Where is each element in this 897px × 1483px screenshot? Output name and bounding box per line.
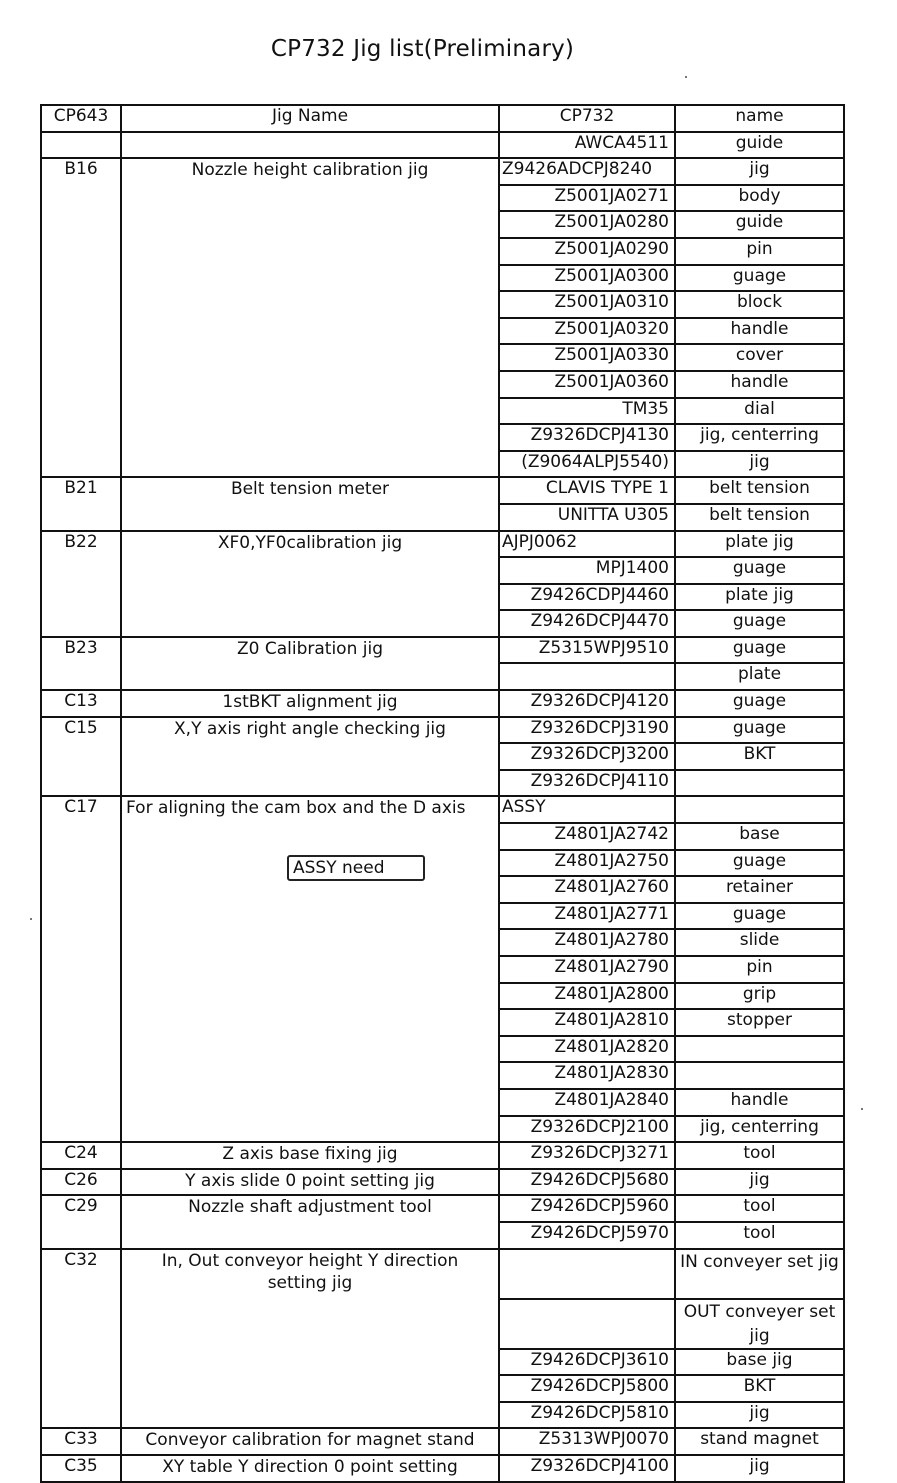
table-row [41,1195,844,1222]
cp732-code-cell: Z9326DCPJ3190 [499,717,675,744]
table-row [41,796,844,823]
part-name-cell: jig, centerring [675,424,844,451]
cp732-code-cell: Z4801JA2780 [499,929,675,956]
cp732-code-cell: Z5001JA0330 [499,344,675,371]
part-name-cell: OUT conveyer set jig [675,1299,844,1349]
cp643-cell: B16 [41,158,121,477]
part-name-cell: body [675,185,844,212]
jig-list-table [40,104,845,1483]
part-name-cell: jig [675,451,844,478]
part-name-cell: stopper [675,1009,844,1036]
cp643-cell [41,132,121,159]
part-name-cell: guage [675,610,844,637]
table-row [41,690,844,717]
cp732-code-cell: AJPJ0062 [499,531,675,558]
column-header-jig-name: Jig Name [121,105,499,132]
part-name-cell: guage [675,717,844,744]
jig-name-group-cell [121,1428,499,1455]
part-name-cell: belt tension [675,477,844,504]
jig-name-group-cell [121,158,499,477]
part-name-cell: grip [675,983,844,1010]
cp643-cell: B21 [41,477,121,530]
part-name-cell: guide [675,132,844,159]
jig-name-group-cell [121,1249,499,1429]
part-name-cell: BKT [675,1375,844,1402]
jig-name-cell: XY table Y direction 0 point setting [162,1456,458,1477]
cp732-code-cell: Z9426ADCPJ8240 [499,158,675,185]
part-name-cell: pin [675,238,844,265]
part-name-cell: jig [675,158,844,185]
part-name-cell: IN conveyer set jig [675,1249,844,1299]
scan-speck [861,1108,863,1110]
cp643-cell: C29 [41,1195,121,1248]
cp732-code-cell: Z9426DCPJ5810 [499,1402,675,1429]
table-row [41,158,844,185]
cp643-cell: B22 [41,531,121,637]
cp732-code-cell: Z9426DCPJ5960 [499,1195,675,1222]
jig-name-group-cell [121,531,499,637]
cp732-code-cell: Z5001JA0280 [499,211,675,238]
part-name-cell: base jig [675,1349,844,1376]
part-name-cell: retainer [675,876,844,903]
cp643-cell: C33 [41,1428,121,1455]
cp732-code-cell [499,1249,675,1299]
part-name-cell: jig, centerring [675,1116,844,1143]
cp732-code-cell: Z5315WPJ9510 [499,637,675,664]
jig-name-cell: 1stBKT alignment jig [222,692,398,713]
part-name-cell: BKT [675,743,844,770]
jig-name-cell: Y axis slide 0 point setting jig [185,1170,435,1191]
cp732-code-cell [499,1299,675,1349]
cp732-code-cell: Z9326DCPJ3200 [499,743,675,770]
cp643-cell: C35 [41,1455,121,1482]
part-name-cell: dial [675,398,844,425]
part-name-cell: plate jig [675,531,844,558]
jig-name-group-cell [121,132,499,159]
cp732-code-cell: Z5313WPJ0070 [499,1428,675,1455]
part-name-cell: plate jig [675,584,844,611]
cp732-code-cell: Z9326DCPJ4100 [499,1455,675,1482]
cp732-code-cell: Z4801JA2750 [499,850,675,877]
jig-name-cell: X,Y axis right angle checking jig [174,718,446,739]
part-name-cell: guage [675,690,844,717]
cp732-code-cell: AWCA4511 [499,132,675,159]
cp732-code-cell: Z9426DCPJ3610 [499,1349,675,1376]
part-name-cell: jig [675,1169,844,1196]
cp732-code-cell: Z4801JA2742 [499,823,675,850]
table-header-row [41,105,844,132]
column-header-cp643: CP643 [41,105,121,132]
jig-name-group-cell [121,717,499,797]
table-row [41,531,844,558]
cp732-code-cell: UNITTA U305 [499,504,675,531]
column-header-name: name [675,105,844,132]
jig-list-table-container [40,104,843,1483]
part-name-cell: jig [675,1402,844,1429]
column-header-cp732: CP732 [499,105,675,132]
cp732-code-cell: Z4801JA2771 [499,903,675,930]
part-name-cell: slide [675,929,844,956]
assy-need-note: ASSY need [287,855,425,881]
table-row [41,637,844,664]
jig-name-group-cell [121,796,499,1142]
part-name-cell: guide [675,211,844,238]
cp643-cell: C32 [41,1249,121,1429]
jig-name-group-cell [121,1142,499,1169]
table-row [41,1428,844,1455]
cp732-code-cell: Z5001JA0320 [499,318,675,345]
cp732-code-cell: Z5001JA0360 [499,371,675,398]
part-name-cell: tool [675,1142,844,1169]
part-name-cell: block [675,291,844,318]
part-name-cell: pin [675,956,844,983]
cp732-code-cell [499,663,675,690]
part-name-cell: stand magnet [675,1428,844,1455]
scan-speck [30,918,32,920]
cp732-code-cell: Z9326DCPJ4120 [499,690,675,717]
cp732-code-cell: Z9326DCPJ4110 [499,770,675,797]
cp732-code-cell: Z4801JA2840 [499,1089,675,1116]
cp732-code-cell: TM35 [499,398,675,425]
cp643-cell: C26 [41,1169,121,1196]
jig-name-cell: Z axis base fixing jig [222,1144,398,1165]
part-name-cell: handle [675,318,844,345]
cp732-code-cell: MPJ1400 [499,557,675,584]
jig-name-cell: For aligning the cam box and the D axis [126,798,466,819]
table-row [41,717,844,744]
cp643-cell: B23 [41,637,121,690]
cp732-code-cell: Z9426DCPJ4470 [499,610,675,637]
cp732-code-cell: Z9426DCPJ5970 [499,1222,675,1249]
cp732-code-cell: Z9326DCPJ3271 [499,1142,675,1169]
cp732-code-cell: (Z9064ALPJ5540) [499,451,675,478]
jig-name-cell: Nozzle shaft adjustment tool [188,1197,432,1218]
cp732-code-cell: Z4801JA2800 [499,983,675,1010]
jig-name-cell: In, Out conveyor height Y direction setting jig [161,1250,459,1293]
jig-name-group-cell [121,477,499,530]
cp643-cell: C24 [41,1142,121,1169]
part-name-cell: guage [675,850,844,877]
jig-name-cell: Nozzle height calibration jig [191,160,429,181]
table-row [41,1249,844,1299]
part-name-cell: guage [675,903,844,930]
cp643-cell: C15 [41,717,121,797]
cp732-code-cell: Z5001JA0290 [499,238,675,265]
part-name-cell: guage [675,637,844,664]
part-name-cell: plate [675,663,844,690]
part-name-cell [675,770,844,797]
table-row [41,1169,844,1196]
table-row [41,132,844,159]
cp732-code-cell: ASSY [499,796,675,823]
jig-name-group-cell [121,637,499,690]
jig-name-cell: Belt tension meter [230,479,390,500]
cp732-code-cell: Z5001JA0271 [499,185,675,212]
jig-name-cell: XF0,YF0calibration jig [217,532,403,553]
cp732-code-cell: Z5001JA0310 [499,291,675,318]
table-row [41,477,844,504]
cp732-code-cell: Z9326DCPJ2100 [499,1116,675,1143]
jig-name-group-cell [121,690,499,717]
part-name-cell: handle [675,371,844,398]
part-name-cell: handle [675,1089,844,1116]
cp643-cell: C13 [41,690,121,717]
part-name-cell: tool [675,1195,844,1222]
part-name-cell: jig [675,1455,844,1482]
jig-name-group-cell [121,1455,499,1482]
jig-name-cell: Z0 Calibration jig [236,638,383,659]
part-name-cell [675,796,844,823]
cp732-code-cell: Z5001JA0300 [499,265,675,292]
part-name-cell: guage [675,265,844,292]
part-name-cell: cover [675,344,844,371]
cp732-code-cell: Z4801JA2830 [499,1062,675,1089]
cp732-code-cell: Z9426CDPJ4460 [499,584,675,611]
part-name-cell: belt tension [675,504,844,531]
cp643-cell: C17 [41,796,121,1142]
part-name-cell: tool [675,1222,844,1249]
document-title: CP732 Jig list(Preliminary) [270,36,575,62]
table-body [41,132,844,1482]
cp732-code-cell: Z4801JA2760 [499,876,675,903]
cp732-code-cell: Z4801JA2810 [499,1009,675,1036]
cp732-code-cell: Z9426DCPJ5680 [499,1169,675,1196]
cp732-code-cell: Z9426DCPJ5800 [499,1375,675,1402]
assy-need-note-wrapper [218,855,494,881]
jig-name-cell: Conveyor calibration for magnet stand [145,1430,475,1451]
cp732-code-cell: Z9326DCPJ4130 [499,424,675,451]
part-name-cell [675,1062,844,1089]
scan-speck [685,76,687,78]
jig-name-group-cell [121,1195,499,1248]
table-row [41,1142,844,1169]
part-name-cell: guage [675,557,844,584]
cp732-code-cell: Z4801JA2820 [499,1036,675,1063]
part-name-cell: base [675,823,844,850]
jig-name-group-cell [121,1169,499,1196]
cp732-code-cell: Z4801JA2790 [499,956,675,983]
cp732-code-cell: CLAVIS TYPE 1 [499,477,675,504]
part-name-cell [675,1036,844,1063]
table-row [41,1455,844,1482]
